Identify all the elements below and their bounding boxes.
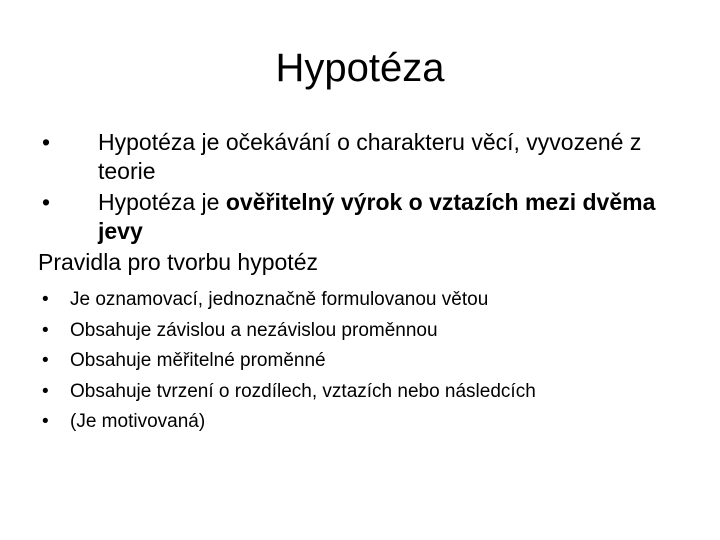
rule-item (40, 285, 690, 316)
slide-body (40, 128, 690, 438)
rule-text: Je oznamovací, jednoznačně formulovanou větou (70, 289, 489, 310)
bullet-icon: • (42, 189, 51, 215)
bullet-icon: • (42, 411, 49, 432)
bullet-text-bold: ověřitelný výrok o vztazích mezi dvěma jevy (98, 189, 656, 244)
bullet-icon: • (42, 289, 49, 310)
bullet-text-prefix: Hypotéza je (98, 189, 226, 215)
bullet-item (40, 128, 690, 186)
rules-list (40, 285, 690, 438)
bullet-text (98, 128, 690, 186)
rules-heading: Pravidla pro tvorbu hypotéz (38, 249, 318, 275)
rule-item (40, 407, 690, 438)
rule-text: (Je motivovaná) (70, 411, 206, 432)
bullet-item (40, 188, 690, 246)
rule-text: Obsahuje tvrzení o rozdílech, vztazích nebo následcích (70, 380, 536, 402)
bullet-icon: • (42, 319, 49, 341)
bullet-icon: • (42, 380, 49, 402)
rule-item (40, 346, 690, 377)
bullet-text (98, 188, 690, 246)
bullet-icon: • (42, 350, 49, 371)
bullet-text-prefix: Hypotéza je očekávání o charakteru věcí, vyvozené z teorie (98, 129, 642, 184)
rule-text: Obsahuje měřitelné proměnné (70, 350, 326, 371)
bullet-icon: • (42, 129, 51, 155)
slide-title: Hypotéza (275, 46, 445, 90)
rule-item (40, 316, 690, 347)
rule-item (40, 377, 690, 408)
rule-text: Obsahuje závislou a nezávislou proměnnou (70, 319, 438, 341)
